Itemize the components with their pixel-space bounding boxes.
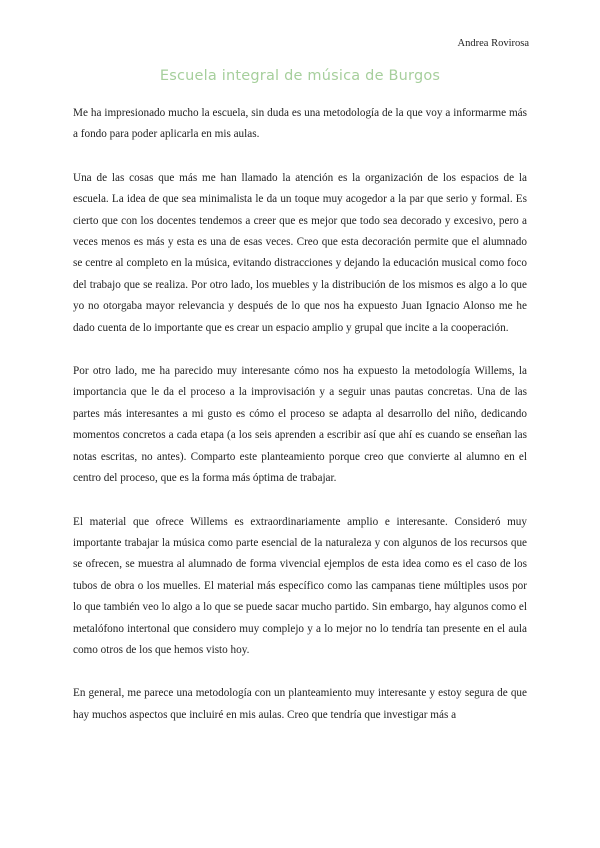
document-title: Escuela integral de música de Burgos xyxy=(159,68,441,84)
document-body xyxy=(73,103,527,748)
paragraph: Una de las cosas que más me han llamado la atención es la organización de los espacios de la escuela. La idea de que sea minimalista le da un toque muy acogedor a la par que serio y formal. Es cierto que con los docentes tendemos a creer que es mejor que todo sea decorado y excesivo, pero a veces menos es más y esta es una de esas veces. Creo que esta decoración permite que el alumnado se centre al completo en la música, evitando distracciones y dejando la educación musical como foco del trabajo que se realiza. Por otro lado, los muebles y la distribución de los mismos es algo a lo que yo no otorgaba mayor relevancia y después de lo que nos ha expuesto Juan Ignacio Alonso me he dado cuenta de lo importante que es crear un espacio amplio y grupal que incite a la cooperación. xyxy=(73,171,527,334)
paragraph: El material que ofrece Willems es extraordinariamente amplio e interesante. Consideró muy importante trabajar la música como parte esencial de la naturaleza y con algunos de los recursos que se ofrecen, se muestra al alumnado de forma vivencial ejemplos de esta idea como es el caso de los tubos de obra o los muelles. El material más específico como las campanas tiene múltiples usos por lo que también veo lo algo a lo que se puede sacar mucho partido. Sin embargo, hay algunos como el metalófono intertonal que considero muy complejo y a lo mejor no lo tendría tan presente en el aula como otros de los que hemos visto hoy. xyxy=(73,515,527,656)
paragraph: En general, me parece una metodología con un planteamiento muy interesante y estoy segura de que hay muchos aspectos que incluiré en mis aulas. Creo que tendría que investigar más a xyxy=(73,687,527,721)
header-author: Andrea Rovirosa xyxy=(457,38,529,49)
paragraph: Por otro lado, me ha parecido muy interesante cómo nos ha expuesto la metodología Willems, la importancia que le da el proceso a la improvisación y a seguir unas pautas concretas. Una de las partes más interesantes a mi gusto es cómo el proceso se adapta al desarrollo del niño, dedicando momentos concretos a cada etapa (a los seis aprenden a escribir así que ahí es cuando se enseñan las notas escritas, no antes). Comparto este planteamiento porque creo que convierte al alumno en el centro del proceso, que es la forma más óptima de trabajar. xyxy=(73,365,527,485)
paragraph: Me ha impresionado mucho la escuela, sin duda es una metodología de la que voy a informarme más a fondo para poder aplicarla en mis aulas. xyxy=(73,107,527,141)
